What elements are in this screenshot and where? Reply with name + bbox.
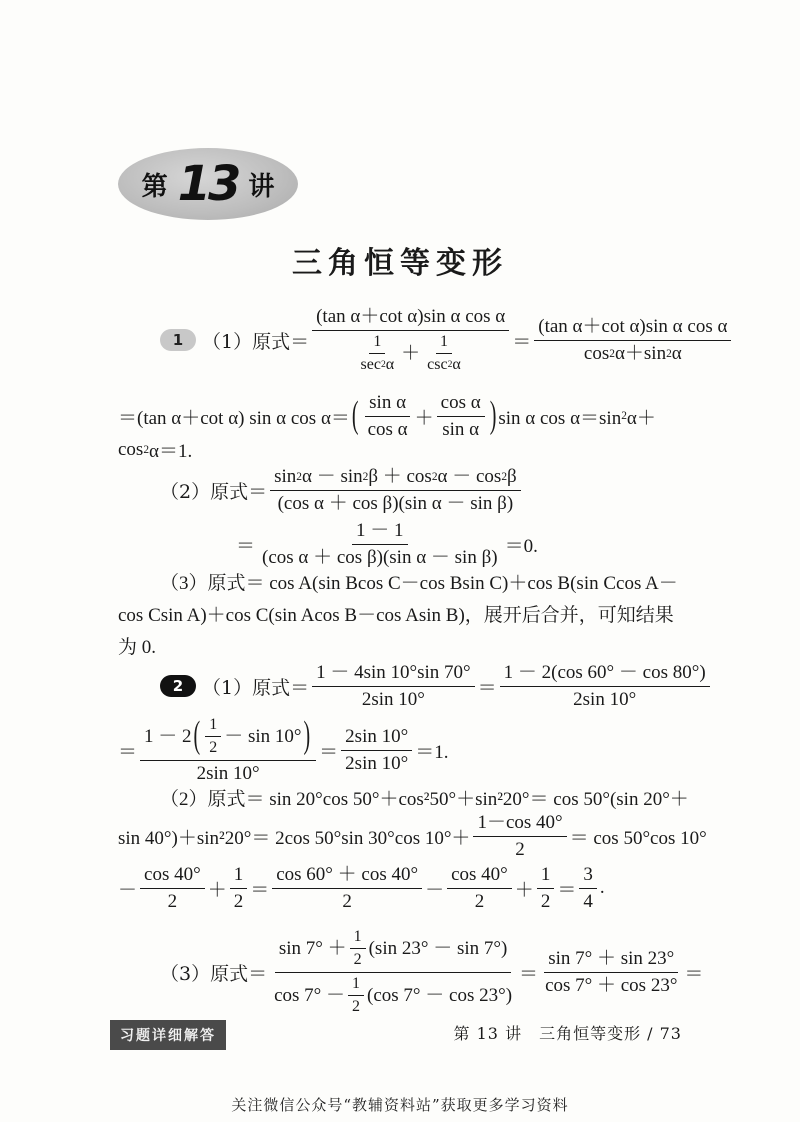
p1-3-line1: （3）原式＝ cos A(sin Bcos C－cos Bsin C)＋cos B(sin Ccos A－	[160, 573, 678, 594]
p1-3-line3: 为 0.	[118, 637, 157, 658]
p1-2-line1: （2）原式＝ sin 2 α － sin 2 β ＋ cos 2 α － cos 2 β (cos α ＋ cos β)(sin α － sin β)	[160, 466, 524, 515]
fraction: sin 7° ＋ $\frac{1}{2}$ (sin 23° － sin 7°) cos 7° － $\frac{1}{2}$ (cos 7° － cos 23°)	[274, 928, 513, 1016]
section-label: 习题详细解答	[110, 1020, 226, 1050]
p2-2-line1: （2）原式＝ sin 20°cos 50°＋cos²50°＋sin²20°＝ cos 50°(sin 20°＋	[160, 789, 689, 810]
chapter-suffix: 讲	[248, 171, 275, 202]
page-number-label: 第 13 讲 三角恒等变形 / 73	[453, 1024, 682, 1043]
chapter-badge	[118, 148, 298, 220]
fraction: $\frac{1-\cos 40^\circ}{2}$	[473, 812, 566, 861]
promo-note: 关注微信公众号“教辅资料站”获取更多学习资料	[231, 1096, 569, 1114]
fraction: $\frac{2\sin 10^\circ}{2\sin 10^\circ}$	[341, 726, 412, 775]
fraction: $\frac{1}{2}$	[230, 864, 248, 913]
p2-2-line3: － $\frac{\cos 40^\circ}{2}$ ＋ $\frac{1}{2}$ ＝ $\frac{\cos 60^\circ + \cos 40^\circ}{2}$ － $\frac{\cos 40^\circ}{2}$ ＋ $\frac{1}{2}$ ＝ $\frac{3}{4}$ .	[118, 864, 605, 912]
fraction: $\frac{1 - 4\sin 10^\circ\sin 70^\circ}{2\sin 10^\circ}$	[312, 662, 475, 711]
fraction: (tan α＋cot α)sin α cos α cos 2 α＋sin 2 α	[534, 316, 731, 365]
fraction: sin 2 α － sin 2 β ＋ cos 2 α － cos 2 β (cos α ＋ cos β)(sin α － sin β)	[270, 466, 521, 515]
p2-2-line2: sin 40°)＋sin²20°＝ 2cos 50°sin 30°cos 10°＋ $\frac{1-\cos 40^\circ}{2}$ ＝ cos 50°cos 10°	[118, 812, 707, 860]
p1-1-label: （1）原式＝	[202, 330, 310, 353]
chapter-number: 13	[177, 156, 239, 212]
problem-badge-2: 2	[160, 675, 196, 697]
fraction: 1 － 2 ( $\frac{1}{2}$ － sin 10° ) 2sin 10°	[140, 716, 316, 785]
p2-1-line1: 2 （1）原式＝ $\frac{1 - 4\sin 10^\circ\sin 70^\circ}{2\sin 10^\circ}$ ＝ $\frac{1 - 2(\cos 60^\circ - \cos 80^\circ)}{2\sin 10^\circ}$	[160, 662, 713, 711]
p1-2-line2: ＝ $\frac{1 - 1}{\text{(cos α ＋ cos β)(sin α － sin β)}}$ ＝0.	[236, 520, 538, 568]
p1-1-line2: ＝(tan α＋cot α) sin α cos α＝ ( $\frac{\text{sin α}}{\text{cos α}}$ ＋ $\frac{\text{cos α}}{\text{sin α}}$ ) sin α cos α＝sin 2 α＋	[118, 392, 656, 440]
p1-1-line1: 1 （1）原式＝ (tan α＋cot α)sin α cos α 1 sec 2 α ＋ 1 csc 2 α ＝ (tan α＋cot α)sin α cos α cos 2 α＋sin 2 α	[160, 306, 734, 375]
fraction: $\frac{3}{4}$	[579, 864, 597, 913]
p1-3-line2: cos Csin A)＋cos C(sin Acos B－cos Asin B)，展开后合并，可知结果	[118, 605, 674, 626]
p1-1-line3: cos 2 α＝1.	[118, 438, 193, 462]
fraction: $\frac{\cos 40^\circ}{2}$	[447, 864, 512, 913]
fraction: $\frac{\sin 7^\circ + \sin 23^\circ}{\cos 7^\circ + \cos 23^\circ}$	[545, 947, 678, 996]
fraction: $\frac{1 - 1}{\text{(cos α ＋ cos β)(sin α － sin β)}}$	[262, 520, 498, 568]
p2-3-line1: （3）原式＝ sin 7° ＋ $\frac{1}{2}$ (sin 23° － sin 7°) cos 7° － $\frac{1}{2}$ (cos 7° － cos 23°) ＝ $\frac{\sin 7^\circ + \sin 23^\circ}{\cos 7^\circ + \cos 23^\circ}$ ＝	[160, 928, 704, 1016]
fraction: $\frac{\text{cos α}}{\text{sin α}}$	[437, 392, 485, 441]
page-title: 三角恒等变形	[292, 246, 508, 281]
fraction: (tan α＋cot α)sin α cos α 1 sec 2 α ＋ 1 csc 2 α	[312, 306, 509, 375]
fraction: $\frac{1}{2}$	[537, 864, 555, 913]
problem-badge-1: 1	[160, 329, 196, 351]
fraction: $\frac{\cos 40^\circ}{2}$	[140, 864, 205, 913]
fraction: $\frac{\cos 60^\circ + \cos 40^\circ}{2}$	[272, 864, 422, 913]
fraction: $\frac{\text{sin α}}{\text{cos α}}$	[364, 392, 412, 441]
chapter-prefix: 第	[141, 171, 168, 202]
fraction: $\frac{1 - 2(\cos 60^\circ - \cos 80^\circ)}{2\sin 10^\circ}$	[500, 662, 710, 711]
p2-1-line2: ＝ 1 － 2 ( $\frac{1}{2}$ － sin 10° ) 2sin 10° ＝ $\frac{2\sin 10^\circ}{2\sin 10^\circ}$ ＝1.	[118, 715, 449, 784]
